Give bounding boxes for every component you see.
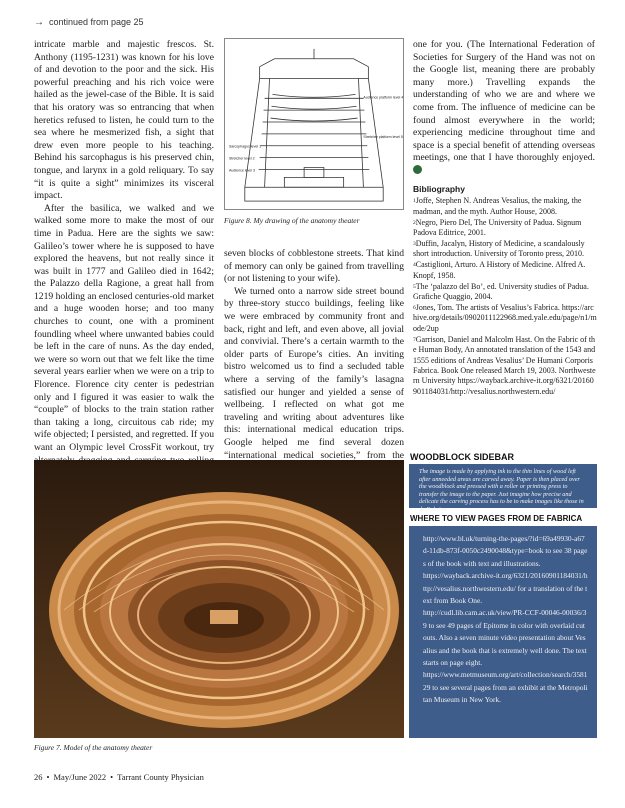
bibliography-entry: $^3$Duffin, Jacalyn, History of Medicine, a scandalously short introduction. University of Toronto press, 2010. — [413, 239, 585, 259]
drawing-label: Stretcher platform level 5 — [363, 134, 403, 139]
resource-link[interactable]: https://www.metmuseum.org/art/collection/search/358129 to see several pages from an exhibit at the Metropolitan Museum in New York. — [423, 670, 588, 705]
resource-link[interactable]: http://www.bl.uk/turning-the-pages/?id=69a49930-a67d-11db-873f-0050c2490048&type=book to see 38 pages of the book with text and illustrations. — [423, 534, 588, 568]
drawing-label: Audience level 3 — [229, 168, 256, 173]
bibliography-entry: $^2$Negro, Piero Del, The University of Padua. Signum Padova Editrice, 2001. — [413, 217, 582, 238]
sidebar-text: The image is made by applying ink to the thin lines of wood left after unneeded areas are carved away. Paper is then placed over the woodblock and pressed with a roller or printing press to transfer the image to the paper. Just imagine how precise and delicate the carving process has to be to make images like those in de Fabrica. — [419, 468, 584, 513]
drawing-label: Stretcher level 2 — [229, 156, 255, 161]
bibliography-entry[interactable]: $^7$Garrison, Daniel and Malcolm Hast. On the Fabric of the Human Body, An annotated translation of the 1543 and 1555 editions of Andreas Vesalius’ De Humani Corporis Fabrica. Book One released March 19, 2003. Northwestern University https://wayback.archive-it.org/6321/20160901184031/http://vesalius.northwestern.edu/ — [413, 334, 596, 396]
anatomy-theater-drawing — [225, 39, 403, 209]
where-to-view-box — [409, 526, 597, 738]
drawing-label: Sarcophagus level 1 — [229, 144, 262, 149]
page-number: 26 — [34, 772, 43, 782]
paragraph: one for you. (The International Federation of Societies for Surgery of the Hand was not on the Google list, meaning there are probably many more.) Travelling expands the understanding of who we are and where we come from. The influence of medicine can be found almost everywhere in the world; experiencing medicine throughout time and space is a special benefit of attending overseas meetings, one that I have thoroughly enjoyed. — [413, 39, 595, 164]
where-to-view-heading: WHERE TO VIEW PAGES FROM DE FABRICA — [410, 514, 583, 523]
resource-link[interactable]: http://cudl.lib.cam.ac.uk/view/PR-CCF-00046-00036/39 to see 49 pages of Epitome in color with overlaid cutouts. Also a seven minute video presentation about Vesalius and the book that is extremely well done. The text starts on page eight. — [423, 608, 587, 668]
drawing-label: Audience platform level 4 — [363, 95, 403, 100]
article-column-1 — [34, 39, 214, 480]
bullet-icon: • — [46, 772, 50, 782]
paragraph: We turned onto a narrow side street bound by three-story stucco buildings, feeling like we were embraced by community front and back, right and left, and even above, all jovial and convivial. There’s a certain warmth to the older parts of Europe’s cities. An inviting bistro welcomed us to find a secluded table where a serving of the family’s lasagna satisfied our hunger and yielded a sense of wellbeing. I reflected on what got me traveling and writing about adventures like this: international medical education trips. Google helped me find several dozen “international medical societies,” from the — [224, 285, 404, 461]
bibliography — [413, 184, 597, 398]
bibliography-entry: $^1$Joffe, Stephen N. Andreas Vesalius, the making, the madman, and the myth. Author House, 2008. — [413, 196, 582, 216]
arrow-right-icon: → — [34, 17, 44, 28]
article-column-2 — [224, 248, 404, 487]
bibliography-entry: $^4$Castiglioni, Arturo. A History of Medicine. Alfred A. Knopf, 1958. — [413, 260, 586, 280]
bibliography-heading: Bibliography — [413, 184, 465, 194]
woodblock-sidebar-heading: WOODBLOCK SIDEBAR — [410, 452, 514, 462]
continued-text: continued from page 25 — [49, 17, 144, 27]
anatomy-theater-model-photo — [34, 460, 404, 738]
figure-8-drawing — [224, 38, 404, 210]
bullet-icon: • — [110, 772, 114, 782]
globe-icon — [413, 165, 422, 174]
paragraph: intricate marble and majestic frescos. St. Anthony (1195-1231) was known for his love of and devotion to the poor and the sick. His powerful preaching and his rich voice were hailed as the jewel-case of the Bible. It is said that his oratory was so entrancing that when heretics refused to listen, he could turn to the sea where he mesmerized fish, a sight that drew even more people to his teaching. Behind his sarcophagus is his preserved chin, tongue, and larynx in a gold reliquary. To say “it is quite a sight” minimizes its visceral impact. — [34, 39, 214, 202]
article-column-3 — [413, 39, 595, 178]
figure-8-caption: Figure 8. My drawing of the anatomy theater — [224, 216, 360, 225]
continued-note — [34, 17, 144, 28]
publication-name: Tarrant County Physician — [117, 772, 204, 782]
issue-date: May/June 2022 — [53, 772, 107, 782]
bibliography-entry: $^5$The ‘palazzo del Bo’, ed. University studies of Padua. Grafiche Quaggio, 2004. — [413, 281, 589, 302]
paragraph: seven blocks of cobblestone streets. That kind of memory can only be gained from travelling (or not listening to your wife). — [224, 248, 404, 285]
bibliography-entry[interactable]: $^6$Jones, Tom. The artists of Vesalius’s Fabrica. https://archive.org/details/0902011122968.med.yale.edu/page/n1/mode/2up — [413, 302, 597, 333]
page-footer — [34, 772, 204, 782]
woodblock-sidebar-box — [409, 464, 597, 513]
paragraph: After the basilica, we walked and we walked some more to make the most of our time in Padua. Here are the sights we saw: Galileo’s tower where he is supposed to have explored the heavens, but not really since it was built in 1777 and Galileo died in 1642; the Palazzo della Ragione, a great hall from 1219 holding an enclosed centuries-old market and a huge wooden horse; and too many churches to count, one with a prominent foundling wheel where unwanted babies could be left in the care of nuns. As the day ended, we were so worn out that we felt like the time several years earlier when we were on a trip to Florence. Florence city center is pedestrian only and I figured it was easier to walk the “couple” of blocks to the train station rather than taking a long, circuitous cab ride; my wife objected; I persisted, and regretted. If you want an Olympic level CrossFit workout, try — [34, 202, 214, 453]
figure-7-caption: Figure 7. Model of the anatomy theater — [34, 743, 153, 752]
resource-link[interactable]: https://wayback.archive-it.org/6321/20160901184031/http://vesalius.northwestern.edu/ for a translation of the text from Book One. — [423, 571, 588, 606]
